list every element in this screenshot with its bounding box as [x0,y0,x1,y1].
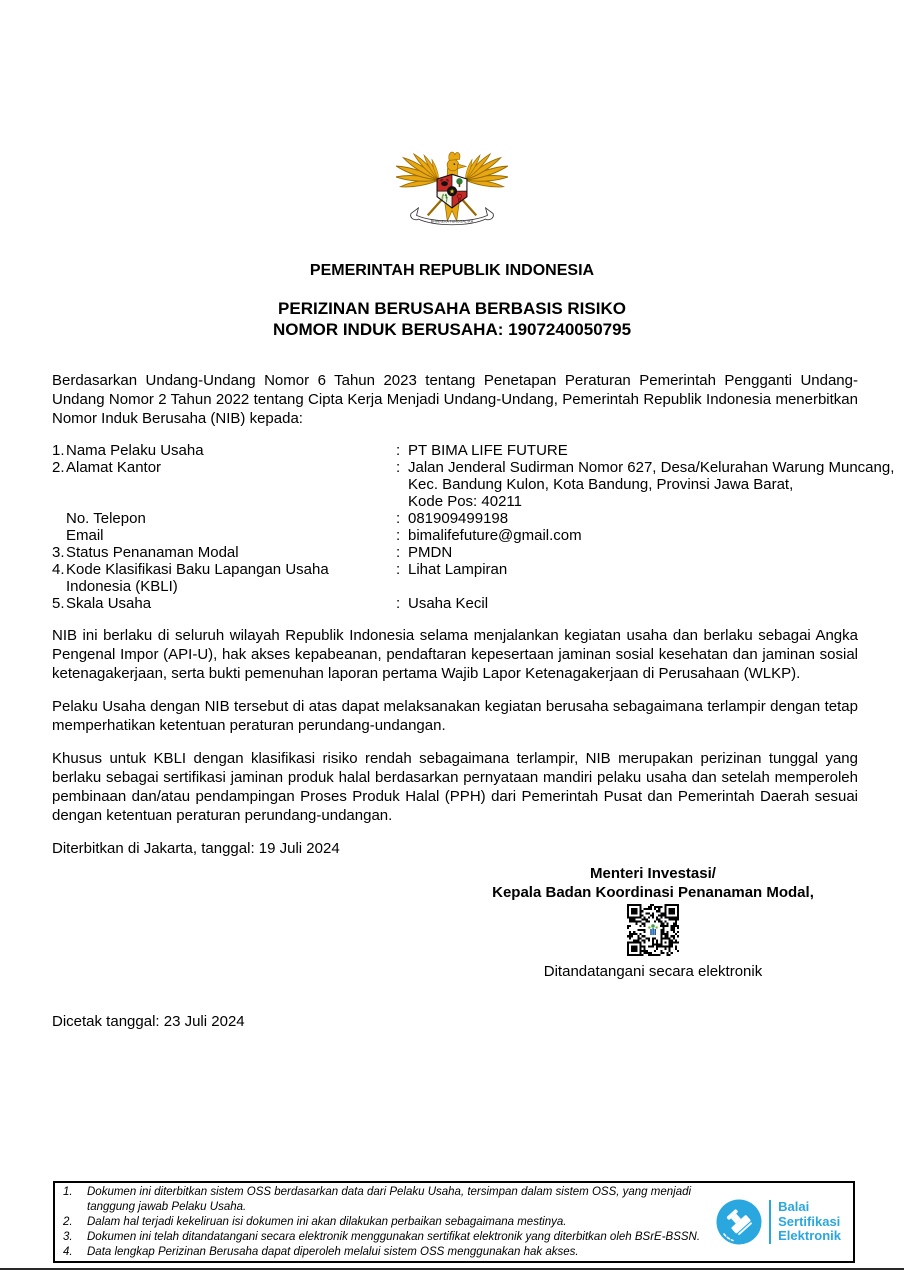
garuda-pancasila-emblem [0,120,904,238]
detail-row-kbli: 4. Kode Klasifikasi Baku Lapangan Usaha Indonesia (KBLI) : Lihat Lampiran [52,561,508,595]
emblem-banner-text: BHINNEKA TUNGGAL IKA [430,219,474,224]
footer-note-4: 4. Data lengkap Perizinan Berusaha dapat diperoleh melalui sistem OSS menggunakan hak akses. [63,1245,579,1258]
printed-date-line: Dicetak tanggal: 23 Juli 2024 [52,1013,245,1030]
footer-note-2: 2. Dalam hal terjadi kekeliruan isi dokumen ini akan dilakukan perbaikan sebagaimana mestinya. [63,1215,567,1228]
detail-row-email: Email : bimalifefuture@gmail.com [66,527,582,544]
balai-sertifikasi-elektronik-logo [716,1199,845,1245]
garuda-pancasila-icon [396,120,508,238]
detail-row-alamat-kantor: 2. Alamat Kantor : Jalan Jenderal Sudirman Nomor 627, Desa/Kelurahan Warung Muncang, Kec. Bandung Kulon, Kota Bandung, Provinsi Jawa Barat, Kode Pos: 40211 [52,459,895,510]
svg-text:★: ★ [449,187,455,196]
detail-row-skala-usaha: 5. Skala Usaha : Usaha Kecil [52,595,489,612]
header-block [0,261,904,340]
detail-row-nama-pelaku-usaha: 1. Nama Pelaku Usaha : PT BIMA LIFE FUTURE [52,442,568,459]
detail-row-telepon: No. Telepon : 081909499198 [66,510,509,527]
footer-note-3: 3. Dokumen ini telah ditandatangani secara elektronik menggunakan sertifikat elektronik yang diterbitkan oleh BSrE-BSSN. [63,1230,701,1243]
page-bottom-edge-line [0,1268,904,1270]
government-title: PEMERINTAH REPUBLIK INDONESIA [309,262,595,279]
document-title-line1: PERIZINAN BERUSAHA BERBASIS RISIKO [278,299,626,318]
signatory-title-line2: Kepala Badan Koordinasi Penanaman Modal, [492,884,814,901]
qr-center-logo-icon [646,923,660,937]
business-details-list [52,442,895,612]
issued-line: Diterbitkan di Jakarta, tanggal: 19 Juli 2024 [52,840,340,857]
bse-stamp-icon [716,1199,762,1245]
bse-logo-text: Balai Sertifikasi Elektronik [778,1199,841,1244]
paragraph-kbli-halal: Khusus untuk KBLI dengan klasifikasi risiko rendah sebagaimana terlampir, NIB merupakan perizinan tunggal yang berlaku sebagai sertifikasi jaminan produk halal berdasarkan pernyataan mandiri pelaku usaha dan setelah memperoleh pembinaan dan/atau pendampingan Proses Produk Halal (PPH) dari Pemerintah Pusat dan Pemerintah Daerah sesuai dengan ketentuan peraturan perundang-undangan. [52,750,858,824]
paragraph-nib-scope: NIB ini berlaku di seluruh wilayah Republik Indonesia selama menjalankan kegiatan usaha dan berlaku sebagai Angka Pengenal Impor (API-U), hak akses kepabeanan, pendaftaran kepesertaan jaminan sosial kesehatan dan jaminan sosial ketenagakerjaan, serta bukti pemenuhan laporan pertama Wajib Lapor Ketenagakerjaan di Perusahaan (WLKP). [52,627,858,682]
signature-block [448,864,858,981]
footer-notes-list [63,1185,710,1260]
document-title-line2: NOMOR INDUK BERUSAHA: 1907240050795 [272,320,632,339]
electronic-signature-caption: Ditandatangani secara elektronik [543,963,763,980]
signature-qr-code [627,904,679,956]
bse-logo-divider [769,1200,771,1244]
signatory-title-line1: Menteri Investasi/ [590,865,716,882]
detail-row-status-penanaman-modal: 3. Status Penanaman Modal : PMDN [52,544,453,561]
intro-paragraph: Berdasarkan Undang-Undang Nomor 6 Tahun 2023 tentang Penetapan Peraturan Pemerintah Pengganti Undang-Undang Nomor 2 Tahun 2022 tentang Cipta Kerja Menjadi Undang-Undang, Pemerintah Republik Indonesia menerbitkan Nomor Induk Berusaha (NIB) kepada: [52,372,858,427]
document-title [0,298,904,340]
document-body [52,371,895,981]
footer-note-1: 1. Dokumen ini diterbitkan sistem OSS berdasarkan data dari Pelaku Usaha, tersimpan dalam sistem OSS, yang menjadi tanggung jawab Pelaku Usaha. [63,1185,692,1213]
footer-notes-box [53,1181,855,1263]
paragraph-pelaku-usaha: Pelaku Usaha dengan NIB tersebut di atas dapat melaksanakan kegiatan berusaha sebagaimana terlampir dengan tetap memperhatikan ketentuan peraturan perundang-undangan. [52,698,858,734]
